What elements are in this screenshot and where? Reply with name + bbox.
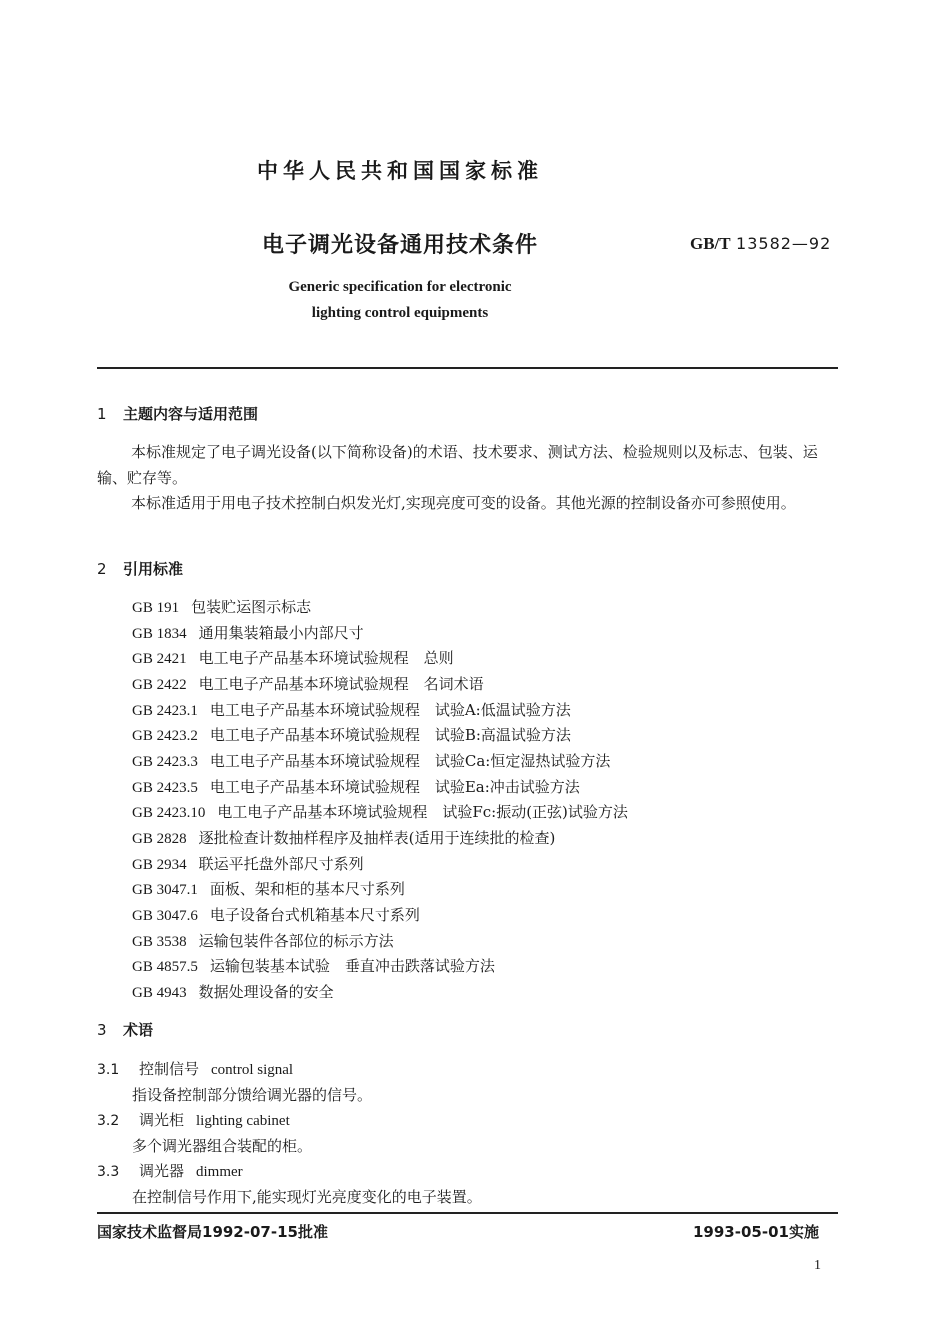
reference-item [132, 673, 484, 694]
reference-code: GB 4857.5 [132, 959, 198, 975]
reference-item [132, 596, 311, 617]
page-number: 1 [814, 1258, 821, 1273]
section-2-heading [97, 558, 183, 579]
reference-code: GB 191 [132, 600, 180, 616]
term-entry [97, 1160, 243, 1181]
reference-title: 数据处理设备的安全 [198, 983, 334, 1001]
paragraph-text: 本标准规定了电子调光设备(以下简称设备)的术语、技术要求、测试方法、检验规则以及标志、包装、运输、贮存等。 [97, 443, 818, 487]
reference-item [132, 801, 628, 822]
standard-title-en-line2: lighting control equipments [311, 305, 489, 321]
reference-title: 面板、架和柜的基本尺寸系列 [209, 880, 405, 898]
section-number: 2 [97, 560, 107, 578]
reference-item [132, 930, 394, 951]
section-1-paragraph-1 [97, 439, 842, 491]
reference-item [132, 724, 571, 745]
standard-title-cn: 电子调光设备通用技术条件 [261, 233, 538, 258]
reference-title: 电子设备台式机箱基本尺寸系列 [209, 906, 420, 924]
reference-code: GB 2421 [132, 651, 187, 667]
national-standard-heading: 中华人民共和国国家标准 [257, 159, 543, 183]
term-cn: 调光柜 [139, 1111, 185, 1129]
reference-code: GB 2934 [132, 857, 187, 873]
approval-date: 国家技术监督局1992-07-15批准 [97, 1223, 328, 1241]
reference-code: GB 3047.1 [132, 882, 198, 898]
reference-title: 电工电子产品基本环境试验规程 总则 [198, 649, 454, 667]
section-title: 主题内容与适用范围 [123, 405, 259, 423]
reference-code: GB 3047.6 [132, 908, 198, 924]
section-3-heading [97, 1019, 153, 1040]
reference-title: 电工电子产品基本环境试验规程 试验Ea:冲击试验方法 [209, 778, 580, 796]
reference-code: GB 1834 [132, 626, 187, 642]
paragraph-text: 本标准适用于用电子技术控制白炽发光灯,实现亮度可变的设备。其他光源的控制设备亦可参照使用。 [131, 494, 796, 512]
term-number: 3.3 [97, 1164, 120, 1180]
reference-title: 电工电子产品基本环境试验规程 试验Ca:恒定湿热试验方法 [209, 752, 611, 770]
term-definition: 指设备控制部分馈给调光器的信号。 [132, 1086, 373, 1104]
term-cn: 调光器 [139, 1162, 185, 1180]
reference-code: GB 2423.3 [132, 754, 198, 770]
reference-item [132, 853, 364, 874]
reference-title: 电工电子产品基本环境试验规程 试验B:高温试验方法 [209, 726, 571, 744]
footer-divider [97, 1212, 838, 1214]
term-en: dimmer [196, 1164, 243, 1180]
section-number: 1 [97, 405, 107, 423]
header-divider [97, 367, 838, 369]
reference-code: GB 2423.10 [132, 805, 206, 821]
reference-item [132, 878, 405, 899]
term-number: 3.1 [97, 1062, 120, 1078]
reference-item [132, 699, 571, 720]
section-1-heading [97, 403, 258, 424]
reference-code: GB 2423.2 [132, 728, 198, 744]
standard-code: 13582—92 [736, 234, 832, 253]
section-1-paragraph-2 [97, 490, 842, 516]
reference-item [132, 750, 610, 771]
reference-code: GB 2423.1 [132, 703, 198, 719]
section-number: 3 [97, 1021, 107, 1039]
reference-title: 通用集装箱最小内部尺寸 [198, 624, 364, 642]
reference-title: 电工电子产品基本环境试验规程 试验Fc:振动(正弦)试验方法 [217, 803, 628, 821]
reference-item [132, 904, 420, 925]
reference-title: 运输包装件各部位的标示方法 [198, 932, 394, 950]
standard-prefix: GB/T [690, 234, 731, 253]
term-entry [97, 1109, 290, 1130]
reference-code: GB 2423.5 [132, 780, 198, 796]
term-number: 3.2 [97, 1113, 120, 1129]
reference-item [132, 955, 495, 976]
term-definition: 在控制信号作用下,能实现灯光亮度变化的电子装置。 [132, 1188, 482, 1206]
standard-title-en-line1: Generic specification for electronic [288, 279, 512, 295]
reference-item [132, 827, 555, 848]
reference-code: GB 3538 [132, 934, 187, 950]
reference-code: GB 2422 [132, 677, 187, 693]
implementation-date: 1993-05-01实施 [693, 1223, 819, 1241]
term-cn: 控制信号 [139, 1060, 200, 1078]
reference-item [132, 647, 454, 668]
reference-title: 电工电子产品基本环境试验规程 试验A:低温试验方法 [209, 701, 571, 719]
term-definition: 多个调光器组合装配的柜。 [132, 1137, 313, 1155]
reference-title: 逐批检查计数抽样程序及抽样表(适用于连续批的检查) [198, 829, 556, 847]
reference-code: GB 2828 [132, 831, 187, 847]
reference-code: GB 4943 [132, 985, 187, 1001]
section-title: 引用标准 [123, 560, 184, 578]
term-en: lighting cabinet [196, 1113, 290, 1129]
reference-title: 电工电子产品基本环境试验规程 名词术语 [198, 675, 484, 693]
standard-number [690, 234, 831, 254]
reference-title: 包装贮运图示标志 [191, 598, 312, 616]
section-title: 术语 [123, 1021, 154, 1039]
term-entry [97, 1058, 293, 1079]
term-en: control signal [211, 1062, 294, 1078]
reference-title: 运输包装基本试验 垂直冲击跌落试验方法 [209, 957, 495, 975]
reference-item [132, 622, 364, 643]
reference-title: 联运平托盘外部尺寸系列 [198, 855, 364, 873]
reference-item [132, 776, 580, 797]
reference-item [132, 981, 334, 1002]
